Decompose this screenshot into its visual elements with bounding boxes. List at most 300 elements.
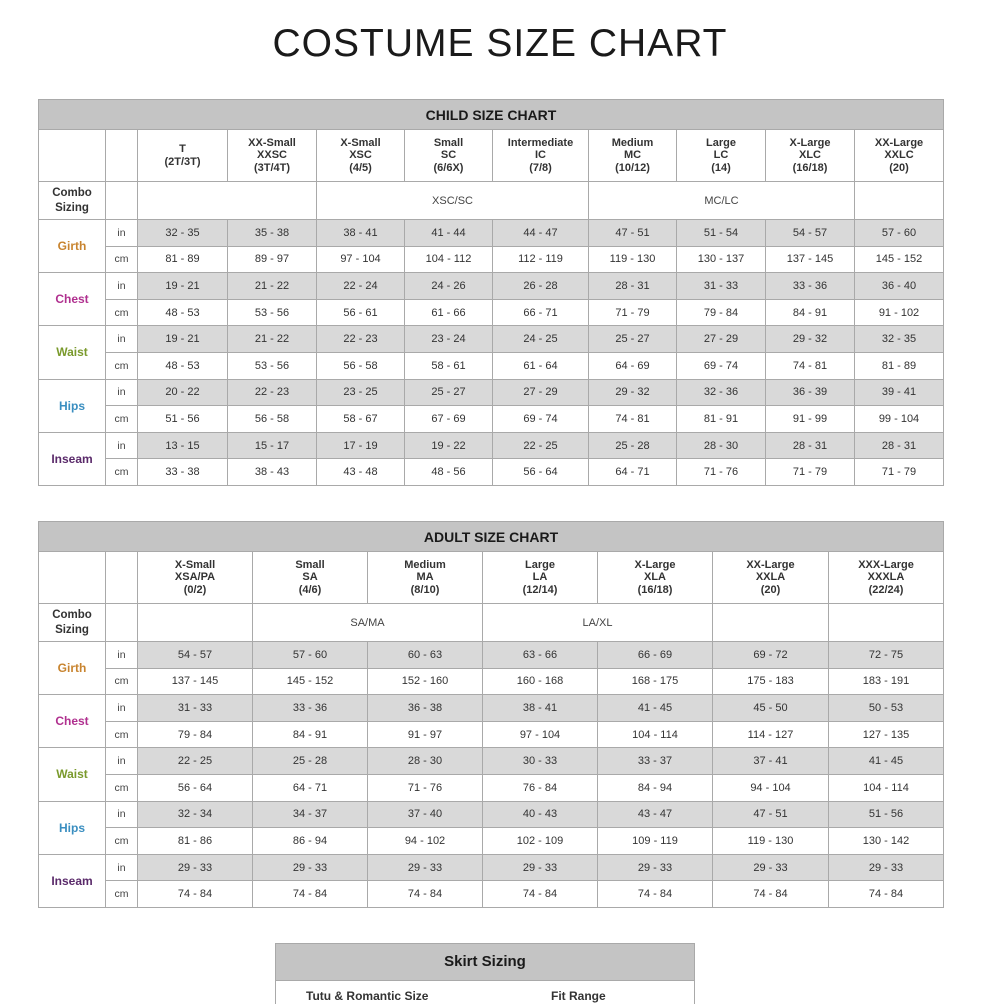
measurement-value: 24 - 25 bbox=[493, 326, 589, 353]
size-code: XXSC bbox=[257, 149, 287, 162]
child-size-chart bbox=[38, 99, 944, 486]
chest-in-row bbox=[39, 695, 944, 722]
measurement-value: 74 - 84 bbox=[253, 881, 368, 908]
measurement-value: 17 - 19 bbox=[317, 432, 405, 459]
blank-unit-cell bbox=[106, 552, 138, 604]
unit-in: in bbox=[106, 642, 138, 669]
size-range: (4/5) bbox=[349, 161, 372, 174]
measurement-value: 28 - 31 bbox=[589, 273, 677, 300]
measurement-value: 57 - 60 bbox=[253, 642, 368, 669]
size-name: X-Small bbox=[340, 136, 381, 149]
measurement-value: 25 - 28 bbox=[589, 432, 677, 459]
size-name: Medium bbox=[611, 136, 654, 149]
size-column-header bbox=[317, 130, 405, 182]
combo-sizing-row bbox=[39, 604, 944, 642]
measurement-value: 50 - 53 bbox=[829, 695, 944, 722]
measurement-value: 22 - 25 bbox=[493, 432, 589, 459]
unit-cm: cm bbox=[106, 668, 138, 695]
size-range: (12/14) bbox=[522, 583, 558, 596]
measurement-value: 58 - 61 bbox=[405, 352, 493, 379]
size-range: (8/10) bbox=[410, 583, 440, 596]
measurement-value: 32 - 35 bbox=[138, 220, 228, 247]
size-column-header bbox=[483, 552, 598, 604]
measurement-value: 89 - 97 bbox=[228, 246, 317, 273]
measurement-value: 61 - 64 bbox=[493, 352, 589, 379]
measurement-value: 28 - 31 bbox=[766, 432, 855, 459]
unit-cm: cm bbox=[106, 406, 138, 433]
measurement-value: 32 - 36 bbox=[677, 379, 766, 406]
measurement-value: 44 - 47 bbox=[493, 220, 589, 247]
size-range: (6/6X) bbox=[433, 161, 464, 174]
size-code: SA bbox=[302, 571, 318, 584]
girth-label: Girth bbox=[39, 642, 106, 695]
size-column-header bbox=[138, 130, 228, 182]
measurement-value: 31 - 33 bbox=[138, 695, 253, 722]
measurement-value: 74 - 84 bbox=[483, 881, 598, 908]
hips-label: Hips bbox=[39, 801, 106, 854]
measurement-value: 66 - 69 bbox=[598, 642, 713, 669]
measurement-value: 32 - 35 bbox=[855, 326, 944, 353]
measurement-value: 183 - 191 bbox=[829, 668, 944, 695]
measurement-value: 29 - 33 bbox=[138, 854, 253, 881]
measurement-value: 99 - 104 bbox=[855, 406, 944, 433]
size-column-header bbox=[493, 130, 589, 182]
unit-in: in bbox=[106, 273, 138, 300]
measurement-value: 74 - 84 bbox=[829, 881, 944, 908]
measurement-value: 168 - 175 bbox=[598, 668, 713, 695]
measurement-value: 51 - 54 bbox=[677, 220, 766, 247]
measurement-value: 28 - 30 bbox=[368, 748, 483, 775]
combo-sizing-row bbox=[39, 182, 944, 220]
measurement-value: 74 - 84 bbox=[598, 881, 713, 908]
size-code: XLA bbox=[644, 571, 666, 584]
unit-cm: cm bbox=[106, 828, 138, 855]
measurement-value: 43 - 47 bbox=[598, 801, 713, 828]
measurement-value: 81 - 86 bbox=[138, 828, 253, 855]
unit-cm: cm bbox=[106, 881, 138, 908]
size-name: XX-Small bbox=[248, 136, 296, 149]
adult-size-chart bbox=[38, 521, 944, 908]
measurement-value: 29 - 32 bbox=[589, 379, 677, 406]
measurement-value: 71 - 79 bbox=[589, 299, 677, 326]
chest-label: Chest bbox=[39, 273, 106, 326]
size-name: XXX-Large bbox=[858, 558, 914, 571]
measurement-value: 48 - 53 bbox=[138, 299, 228, 326]
size-code: MA bbox=[416, 571, 434, 584]
measurement-value: 130 - 142 bbox=[829, 828, 944, 855]
measurement-value: 71 - 76 bbox=[677, 459, 766, 486]
measurement-value: 33 - 36 bbox=[766, 273, 855, 300]
blank-unit-cell bbox=[106, 604, 138, 642]
measurement-value: 69 - 74 bbox=[493, 406, 589, 433]
unit-in: in bbox=[106, 432, 138, 459]
measurement-value: 24 - 26 bbox=[405, 273, 493, 300]
measurement-value: 43 - 48 bbox=[317, 459, 405, 486]
skirt-sizing-table bbox=[275, 943, 695, 1004]
measurement-value: 22 - 25 bbox=[138, 748, 253, 775]
measurement-value: 19 - 21 bbox=[138, 326, 228, 353]
hips-in-row bbox=[39, 379, 944, 406]
measurement-value: 104 - 112 bbox=[405, 246, 493, 273]
measurement-value: 94 - 104 bbox=[713, 774, 829, 801]
measurement-value: 71 - 76 bbox=[368, 774, 483, 801]
measurement-value: 38 - 41 bbox=[483, 695, 598, 722]
measurement-value: 38 - 43 bbox=[228, 459, 317, 486]
combo-sizing-label: Combo Sizing bbox=[39, 604, 106, 642]
size-header-row bbox=[39, 552, 944, 604]
measurement-value: 56 - 64 bbox=[138, 774, 253, 801]
page-title: COSTUME SIZE CHART bbox=[272, 22, 728, 65]
girth-cm-row bbox=[39, 246, 944, 273]
size-column-header bbox=[138, 552, 253, 604]
measurement-value: 145 - 152 bbox=[253, 668, 368, 695]
size-name: Small bbox=[433, 136, 464, 149]
measurement-value: 53 - 56 bbox=[228, 352, 317, 379]
measurement-value: 47 - 51 bbox=[589, 220, 677, 247]
measurement-value: 64 - 69 bbox=[589, 352, 677, 379]
measurement-value: 28 - 30 bbox=[677, 432, 766, 459]
measurement-value: 137 - 145 bbox=[138, 668, 253, 695]
measurement-value: 37 - 40 bbox=[368, 801, 483, 828]
measurement-value: 36 - 38 bbox=[368, 695, 483, 722]
size-range: (4/6) bbox=[298, 583, 322, 596]
measurement-value: 76 - 84 bbox=[483, 774, 598, 801]
measurement-value: 35 - 38 bbox=[228, 220, 317, 247]
chart-title: CHILD SIZE CHART bbox=[39, 100, 944, 130]
size-header-row bbox=[39, 130, 944, 182]
chest-in-row bbox=[39, 273, 944, 300]
unit-in: in bbox=[106, 379, 138, 406]
size-name: XX-Large bbox=[874, 136, 924, 149]
measurement-value: 160 - 168 bbox=[483, 668, 598, 695]
measurement-value: 71 - 79 bbox=[855, 459, 944, 486]
blank-unit-cell bbox=[106, 130, 138, 182]
inseam-cm-row bbox=[39, 459, 944, 486]
measurement-value: 127 - 135 bbox=[829, 721, 944, 748]
measurement-value: 36 - 39 bbox=[766, 379, 855, 406]
combo-sizing-cell bbox=[138, 604, 253, 642]
measurement-value: 112 - 119 bbox=[493, 246, 589, 273]
waist-label: Waist bbox=[39, 748, 106, 801]
measurement-value: 25 - 27 bbox=[405, 379, 493, 406]
size-code: SC bbox=[440, 149, 457, 162]
measurement-value: 22 - 23 bbox=[228, 379, 317, 406]
skirt-size-column-header: Tutu & Romantic Size bbox=[306, 989, 429, 1003]
chart-title-row bbox=[39, 100, 944, 130]
measurement-value: 60 - 63 bbox=[368, 642, 483, 669]
measurement-value: 51 - 56 bbox=[829, 801, 944, 828]
unit-cm: cm bbox=[106, 246, 138, 273]
measurement-value: 56 - 58 bbox=[317, 352, 405, 379]
unit-cm: cm bbox=[106, 352, 138, 379]
size-range: (0/2) bbox=[183, 583, 207, 596]
inseam-in-row bbox=[39, 854, 944, 881]
measurement-value: 33 - 36 bbox=[253, 695, 368, 722]
measurement-value: 36 - 40 bbox=[855, 273, 944, 300]
size-range: (20) bbox=[760, 583, 781, 596]
measurement-value: 54 - 57 bbox=[766, 220, 855, 247]
unit-in: in bbox=[106, 695, 138, 722]
size-code: LC bbox=[713, 149, 729, 162]
size-name: Intermediate bbox=[507, 136, 574, 149]
measurement-value: 119 - 130 bbox=[713, 828, 829, 855]
measurement-value: 79 - 84 bbox=[677, 299, 766, 326]
measurement-value: 84 - 91 bbox=[766, 299, 855, 326]
waist-cm-row bbox=[39, 352, 944, 379]
measurement-value: 64 - 71 bbox=[589, 459, 677, 486]
measurement-value: 19 - 21 bbox=[138, 273, 228, 300]
combo-sizing-cell bbox=[713, 604, 829, 642]
measurement-value: 130 - 137 bbox=[677, 246, 766, 273]
measurement-value: 74 - 84 bbox=[713, 881, 829, 908]
measurement-value: 30 - 33 bbox=[483, 748, 598, 775]
size-code: XXXLA bbox=[867, 571, 905, 584]
measurement-value: 56 - 64 bbox=[493, 459, 589, 486]
size-column-header bbox=[598, 552, 713, 604]
measurement-value: 102 - 109 bbox=[483, 828, 598, 855]
combo-sizing-cell: SA/MA bbox=[253, 604, 483, 642]
combo-sizing-cell bbox=[138, 182, 317, 220]
measurement-value: 69 - 74 bbox=[677, 352, 766, 379]
measurement-value: 29 - 33 bbox=[368, 854, 483, 881]
hips-label: Hips bbox=[39, 379, 106, 432]
measurement-value: 69 - 72 bbox=[713, 642, 829, 669]
blank-corner-cell bbox=[39, 130, 106, 182]
measurement-value: 48 - 53 bbox=[138, 352, 228, 379]
measurement-value: 29 - 33 bbox=[829, 854, 944, 881]
measurement-value: 29 - 33 bbox=[713, 854, 829, 881]
combo-sizing-cell: XSC/SC bbox=[317, 182, 589, 220]
unit-in: in bbox=[106, 748, 138, 775]
waist-cm-row bbox=[39, 774, 944, 801]
size-range: (22/24) bbox=[868, 583, 904, 596]
inseam-label: Inseam bbox=[39, 432, 106, 485]
measurement-value: 23 - 25 bbox=[317, 379, 405, 406]
measurement-value: 33 - 37 bbox=[598, 748, 713, 775]
size-column-header bbox=[368, 552, 483, 604]
measurement-value: 74 - 81 bbox=[766, 352, 855, 379]
size-name: X-Large bbox=[634, 558, 676, 571]
measurement-value: 74 - 84 bbox=[368, 881, 483, 908]
measurement-value: 63 - 66 bbox=[483, 642, 598, 669]
measurement-value: 34 - 37 bbox=[253, 801, 368, 828]
size-column-header bbox=[228, 130, 317, 182]
measurement-value: 54 - 57 bbox=[138, 642, 253, 669]
size-name: T bbox=[179, 143, 186, 155]
measurement-value: 91 - 102 bbox=[855, 299, 944, 326]
size-name: X-Large bbox=[789, 136, 831, 149]
measurement-value: 175 - 183 bbox=[713, 668, 829, 695]
inseam-in-row bbox=[39, 432, 944, 459]
size-range: (3T/4T) bbox=[253, 161, 291, 174]
measurement-value: 91 - 99 bbox=[766, 406, 855, 433]
size-name: Large bbox=[525, 558, 555, 571]
waist-in-row bbox=[39, 326, 944, 353]
unit-cm: cm bbox=[106, 459, 138, 486]
measurement-value: 31 - 33 bbox=[677, 273, 766, 300]
girth-cm-row bbox=[39, 668, 944, 695]
girth-in-row bbox=[39, 220, 944, 247]
combo-sizing-cell bbox=[855, 182, 944, 220]
measurement-value: 94 - 102 bbox=[368, 828, 483, 855]
skirt-fit-range-column-header: Fit Range bbox=[551, 989, 606, 1003]
combo-sizing-cell: LA/XL bbox=[483, 604, 713, 642]
measurement-value: 41 - 44 bbox=[405, 220, 493, 247]
inseam-label: Inseam bbox=[39, 854, 106, 907]
measurement-value: 79 - 84 bbox=[138, 721, 253, 748]
measurement-value: 45 - 50 bbox=[713, 695, 829, 722]
blank-unit-cell bbox=[106, 182, 138, 220]
measurement-value: 19 - 22 bbox=[405, 432, 493, 459]
measurement-value: 27 - 29 bbox=[493, 379, 589, 406]
chest-cm-row bbox=[39, 299, 944, 326]
measurement-value: 22 - 24 bbox=[317, 273, 405, 300]
size-column-header bbox=[589, 130, 677, 182]
size-name: Large bbox=[706, 136, 736, 149]
size-column-header bbox=[713, 552, 829, 604]
size-range: (20) bbox=[889, 161, 909, 174]
size-code: IC bbox=[535, 149, 546, 162]
measurement-value: 74 - 81 bbox=[589, 406, 677, 433]
measurement-value: 56 - 61 bbox=[317, 299, 405, 326]
unit-in: in bbox=[106, 220, 138, 247]
measurement-value: 97 - 104 bbox=[483, 721, 598, 748]
unit-cm: cm bbox=[106, 774, 138, 801]
hips-cm-row bbox=[39, 828, 944, 855]
measurement-value: 29 - 33 bbox=[483, 854, 598, 881]
waist-in-row bbox=[39, 748, 944, 775]
chart-title: ADULT SIZE CHART bbox=[39, 522, 944, 552]
measurement-value: 114 - 127 bbox=[713, 721, 829, 748]
measurement-value: 29 - 33 bbox=[598, 854, 713, 881]
chest-label: Chest bbox=[39, 695, 106, 748]
measurement-value: 53 - 56 bbox=[228, 299, 317, 326]
unit-in: in bbox=[106, 801, 138, 828]
measurement-value: 57 - 60 bbox=[855, 220, 944, 247]
size-column-header bbox=[253, 552, 368, 604]
measurement-value: 32 - 34 bbox=[138, 801, 253, 828]
measurement-value: 27 - 29 bbox=[677, 326, 766, 353]
combo-sizing-cell: MC/LC bbox=[589, 182, 855, 220]
size-column-header bbox=[405, 130, 493, 182]
size-range: (2T/3T) bbox=[164, 155, 201, 168]
measurement-value: 91 - 97 bbox=[368, 721, 483, 748]
measurement-value: 119 - 130 bbox=[589, 246, 677, 273]
measurement-value: 81 - 89 bbox=[138, 246, 228, 273]
blank-corner-cell bbox=[39, 552, 106, 604]
size-code: XXLA bbox=[755, 571, 786, 584]
size-range: (10/12) bbox=[615, 161, 650, 174]
measurement-value: 84 - 91 bbox=[253, 721, 368, 748]
combo-sizing-label: Combo Sizing bbox=[39, 182, 106, 220]
hips-in-row bbox=[39, 801, 944, 828]
measurement-value: 22 - 23 bbox=[317, 326, 405, 353]
measurement-value: 81 - 89 bbox=[855, 352, 944, 379]
measurement-value: 25 - 27 bbox=[589, 326, 677, 353]
size-code: XLC bbox=[799, 149, 821, 162]
size-code: XXLC bbox=[884, 149, 914, 162]
measurement-value: 21 - 22 bbox=[228, 273, 317, 300]
waist-label: Waist bbox=[39, 326, 106, 379]
size-name: Small bbox=[295, 558, 325, 571]
measurement-value: 84 - 94 bbox=[598, 774, 713, 801]
measurement-value: 13 - 15 bbox=[138, 432, 228, 459]
measurement-value: 23 - 24 bbox=[405, 326, 493, 353]
measurement-value: 66 - 71 bbox=[493, 299, 589, 326]
measurement-value: 137 - 145 bbox=[766, 246, 855, 273]
measurement-value: 56 - 58 bbox=[228, 406, 317, 433]
measurement-value: 39 - 41 bbox=[855, 379, 944, 406]
inseam-cm-row bbox=[39, 881, 944, 908]
size-column-header bbox=[677, 130, 766, 182]
size-name: X-Small bbox=[174, 558, 216, 571]
measurement-value: 20 - 22 bbox=[138, 379, 228, 406]
unit-cm: cm bbox=[106, 721, 138, 748]
measurement-value: 47 - 51 bbox=[713, 801, 829, 828]
unit-in: in bbox=[106, 854, 138, 881]
size-range: (16/18) bbox=[637, 583, 673, 596]
measurement-value: 38 - 41 bbox=[317, 220, 405, 247]
unit-in: in bbox=[106, 326, 138, 353]
measurement-value: 71 - 79 bbox=[766, 459, 855, 486]
measurement-value: 64 - 71 bbox=[253, 774, 368, 801]
measurement-value: 25 - 28 bbox=[253, 748, 368, 775]
measurement-value: 37 - 41 bbox=[713, 748, 829, 775]
size-name: XX-Large bbox=[746, 558, 795, 571]
size-range: (16/18) bbox=[792, 161, 828, 174]
size-column-header bbox=[766, 130, 855, 182]
measurement-value: 58 - 67 bbox=[317, 406, 405, 433]
measurement-value: 28 - 31 bbox=[855, 432, 944, 459]
measurement-value: 104 - 114 bbox=[598, 721, 713, 748]
size-name: Medium bbox=[404, 558, 446, 571]
size-code: XSC bbox=[349, 149, 372, 162]
measurement-value: 81 - 91 bbox=[677, 406, 766, 433]
girth-in-row bbox=[39, 642, 944, 669]
measurement-value: 86 - 94 bbox=[253, 828, 368, 855]
size-code: XSA/PA bbox=[174, 571, 216, 584]
measurement-value: 41 - 45 bbox=[598, 695, 713, 722]
measurement-value: 51 - 56 bbox=[138, 406, 228, 433]
chart-title-row bbox=[39, 522, 944, 552]
measurement-value: 74 - 84 bbox=[138, 881, 253, 908]
size-range: (14) bbox=[711, 161, 731, 174]
measurement-value: 41 - 45 bbox=[829, 748, 944, 775]
measurement-value: 152 - 160 bbox=[368, 668, 483, 695]
measurement-value: 72 - 75 bbox=[829, 642, 944, 669]
size-column-header bbox=[829, 552, 944, 604]
size-range: (7/8) bbox=[529, 161, 552, 174]
measurement-value: 26 - 28 bbox=[493, 273, 589, 300]
measurement-value: 67 - 69 bbox=[405, 406, 493, 433]
unit-cm: cm bbox=[106, 299, 138, 326]
measurement-value: 104 - 114 bbox=[829, 774, 944, 801]
measurement-value: 97 - 104 bbox=[317, 246, 405, 273]
skirt-sizing-title: Skirt Sizing bbox=[276, 944, 694, 981]
measurement-value: 15 - 17 bbox=[228, 432, 317, 459]
measurement-value: 21 - 22 bbox=[228, 326, 317, 353]
size-column-header bbox=[855, 130, 944, 182]
measurement-value: 109 - 119 bbox=[598, 828, 713, 855]
measurement-value: 40 - 43 bbox=[483, 801, 598, 828]
measurement-value: 33 - 38 bbox=[138, 459, 228, 486]
measurement-value: 145 - 152 bbox=[855, 246, 944, 273]
measurement-value: 29 - 33 bbox=[253, 854, 368, 881]
size-code: LA bbox=[532, 571, 548, 584]
combo-sizing-cell bbox=[829, 604, 944, 642]
size-code: MC bbox=[623, 149, 642, 162]
girth-label: Girth bbox=[39, 220, 106, 273]
